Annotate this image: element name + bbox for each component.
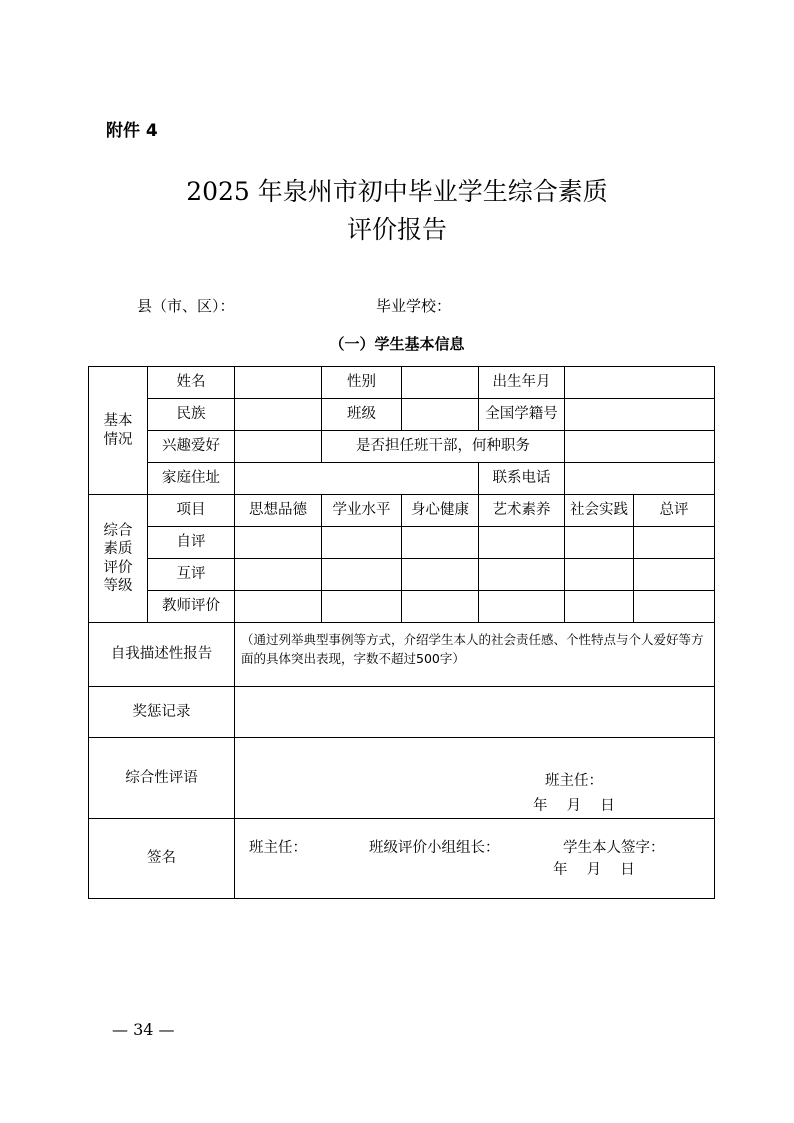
eval-cell[interactable]: [565, 559, 634, 591]
eval-cell[interactable]: [402, 559, 479, 591]
attachment-label: 附件 4: [106, 121, 158, 141]
eval-header-row: [89, 495, 715, 527]
eval-cell[interactable]: [634, 591, 715, 623]
eval-col-header: 学业水平: [322, 495, 402, 527]
class-value[interactable]: [402, 399, 479, 431]
signature-label: 签名: [89, 819, 235, 899]
student-id-label: 全国学籍号: [479, 399, 565, 431]
comment-teacher-label: 班主任：: [545, 773, 603, 789]
gender-label: 性别: [322, 367, 402, 399]
eval-row-label: 互评: [148, 559, 235, 591]
eval-cell[interactable]: [322, 559, 402, 591]
comment-area[interactable]: [235, 738, 715, 819]
signature-teacher-label: 班主任：: [249, 840, 307, 856]
address-value[interactable]: [235, 463, 479, 495]
basic-row-1: [89, 367, 715, 399]
eval-row-label: 教师评价: [148, 591, 235, 623]
phone-value[interactable]: [565, 463, 715, 495]
eval-col-header: 艺术素养: [479, 495, 565, 527]
eval-cell[interactable]: [322, 591, 402, 623]
comment-label: 综合性评语: [89, 738, 235, 819]
cadre-label: 是否担任班干部，何种职务: [322, 431, 565, 463]
eval-cell[interactable]: [479, 559, 565, 591]
comment-date: 年 月 日: [533, 798, 615, 814]
eval-item-header: 项目: [148, 495, 235, 527]
eval-col-header: 思想品德: [235, 495, 322, 527]
signature-date: 年 月 日: [553, 862, 635, 878]
eval-col-header: 社会实践: [565, 495, 634, 527]
name-value[interactable]: [235, 367, 322, 399]
self-description-label: 自我描述性报告: [89, 623, 235, 687]
eval-cell[interactable]: [634, 559, 715, 591]
birth-label: 出生年月: [479, 367, 565, 399]
eval-row: [89, 591, 715, 623]
eval-cell[interactable]: [402, 591, 479, 623]
eval-cell[interactable]: [565, 527, 634, 559]
basic-row-3: [89, 431, 715, 463]
class-label: 班级: [322, 399, 402, 431]
hobby-value[interactable]: [235, 431, 322, 463]
page-number: — 34 —: [112, 1020, 175, 1039]
eval-cell[interactable]: [235, 559, 322, 591]
address-label: 家庭住址: [148, 463, 235, 495]
basic-row-4: [89, 463, 715, 495]
school-label: 毕业学校：: [376, 297, 452, 315]
eval-col-header: 总评: [634, 495, 715, 527]
gender-value[interactable]: [402, 367, 479, 399]
phone-label: 联系电话: [479, 463, 565, 495]
eval-cell[interactable]: [565, 591, 634, 623]
eval-group-label: 综合 素质 评价 等级: [89, 495, 148, 623]
section-title: （一）学生基本信息: [329, 335, 465, 353]
student-id-value[interactable]: [565, 399, 715, 431]
self-description-hint[interactable]: （通过列举典型事例等方式，介绍学生本人的社会责任感、个性特点与个人爱好等方面的具体突出表现，字数不超过500字）: [235, 623, 715, 687]
self-description-row: [89, 623, 715, 687]
awards-label: 奖惩记录: [89, 687, 235, 738]
signature-area[interactable]: [235, 819, 715, 899]
eval-cell[interactable]: [479, 527, 565, 559]
eval-row: [89, 559, 715, 591]
eval-cell[interactable]: [322, 527, 402, 559]
student-info-table: [88, 366, 715, 899]
document-title-line2: 评价报告: [346, 215, 447, 244]
name-label: 姓名: [148, 367, 235, 399]
county-label: 县（市、区）：: [137, 297, 235, 315]
eval-cell[interactable]: [235, 591, 322, 623]
ethnicity-label: 民族: [148, 399, 235, 431]
signature-group-leader-label: 班级评价小组组长：: [369, 840, 500, 856]
hobby-label: 兴趣爱好: [148, 431, 235, 463]
eval-cell[interactable]: [235, 527, 322, 559]
cadre-value[interactable]: [565, 431, 715, 463]
eval-cell[interactable]: [402, 527, 479, 559]
eval-row-label: 自评: [148, 527, 235, 559]
eval-col-header: 身心健康: [402, 495, 479, 527]
signature-row: [89, 819, 715, 899]
eval-cell[interactable]: [634, 527, 715, 559]
eval-cell[interactable]: [479, 591, 565, 623]
awards-value[interactable]: [235, 687, 715, 738]
comment-row: [89, 738, 715, 819]
birth-value[interactable]: [565, 367, 715, 399]
eval-row: [89, 527, 715, 559]
document-title: 2025 年泉州市初中毕业学生综合素质: [186, 177, 608, 206]
signature-student-label: 学生本人签字：: [563, 840, 665, 856]
ethnicity-value[interactable]: [235, 399, 322, 431]
basic-row-2: [89, 399, 715, 431]
awards-row: [89, 687, 715, 738]
basic-group-label: 基本 情况: [89, 367, 148, 495]
